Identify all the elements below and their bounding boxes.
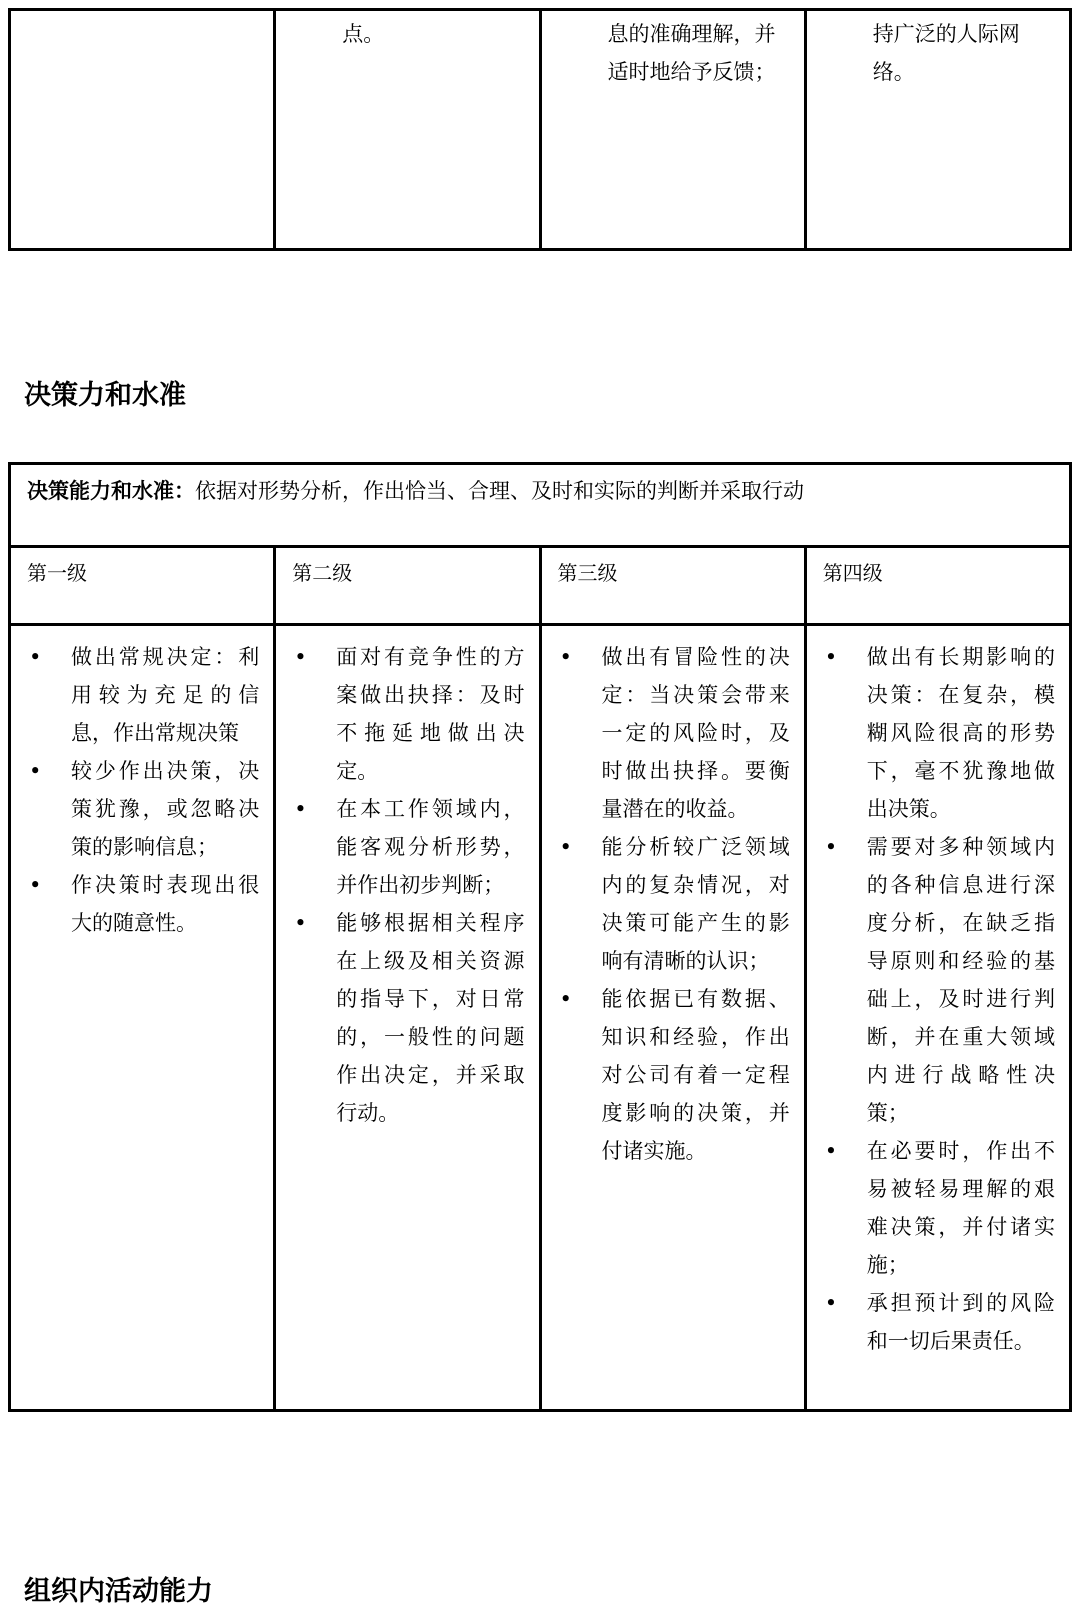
level-cell-2 [275,547,540,625]
table-row [10,10,1071,250]
list-item: • 在必要时，作出不易被轻易理解的艰难决策，并付诸实施； [807,1132,1055,1284]
list-item: • 做出有长期影响的决策：在复杂，模糊风险很高的形势下，毫不犹豫地做出决策。 [807,638,1055,828]
level-content-cell-2 [275,625,540,1411]
top-cell-text: 点。 [342,22,385,46]
top-cell-text [11,11,273,15]
list-item: • 能够根据相关程序 在上级及相关资源的指导下，对日常的，一般性的问题作出决定，并采取行动。 [276,904,524,1132]
top-cell-3 [540,10,805,250]
level-cell-3 [540,547,805,625]
list-item: • 作决策时表现出很大的随意性。 [11,866,259,942]
table-header-row [10,464,1071,547]
top-table-fragment [8,8,1072,251]
level-content-cell-1 [10,625,275,1411]
level-label: 第三级 [557,561,618,585]
list-item: • 做出常规决定：利用较为充足的信息，作出常规决策 [11,638,259,752]
level-label: 第二级 [292,561,353,585]
list-item: • 较少作出决策，决策犹豫，或忽略决策的影响信息； [11,752,259,866]
top-cell-1 [10,10,275,250]
level-4-list [807,626,1069,1360]
level-1-list [11,626,273,942]
top-cell-text: 持广泛的人际网络。 [872,22,1020,84]
level-label: 第一级 [27,561,87,585]
level-content-cell-4 [805,625,1070,1411]
decision-competency-table [8,462,1072,1412]
level-header-row [10,547,1071,625]
competency-definition [11,465,1069,507]
list-item: • 能依据已有数据、知识和经验，作出对公司有着一定程度影响的决策，并付诸实施。 [542,980,790,1170]
list-item: • 承担预计到的风险和一切后果责任。 [807,1284,1055,1360]
list-item: • 做出有冒险性的决定：当决策会带来一定的风险时，及时做出抉择。要衡量潜在的收益。 [542,638,790,828]
top-cell-2 [275,10,540,250]
top-cell-text: 息的准确理解，并适时地给予反馈； [607,22,776,84]
level-cell-4 [805,547,1070,625]
level-2-list [276,626,538,1132]
list-item: • 面对有竞争性的方案做出抉择：及时不拖延地做出决定。 [276,638,524,790]
competency-definition-cell [10,464,1071,547]
list-item: • 在本工作领域内，能客观分析形势，并作出初步判断； [276,790,524,904]
competency-description: 依据对形势分析，作出恰当、合理、及时和实际的判断并采取行动 [195,479,804,503]
list-item: • 能分析较广泛领域内的复杂情况，对决策可能产生的影响有清晰的认识； [542,828,790,980]
competency-title: 决策能力和水准： [27,479,195,503]
level-label: 第四级 [822,561,883,585]
level-3-list [542,626,804,1170]
list-item: • 需要对多种领域内的各种信息进行深度分析，在缺乏指导原则和经验的基础上，及时进行判断，并在重大领域内进行战略性决策； [807,828,1055,1132]
section-heading-decision: 决策力和水准 [24,380,186,411]
section-heading-org-activity: 组织内活动能力 [24,1576,213,1607]
top-cell-4 [805,10,1070,250]
level-cell-1 [10,547,275,625]
level-content-row [10,625,1071,1411]
level-content-cell-3 [540,625,805,1411]
